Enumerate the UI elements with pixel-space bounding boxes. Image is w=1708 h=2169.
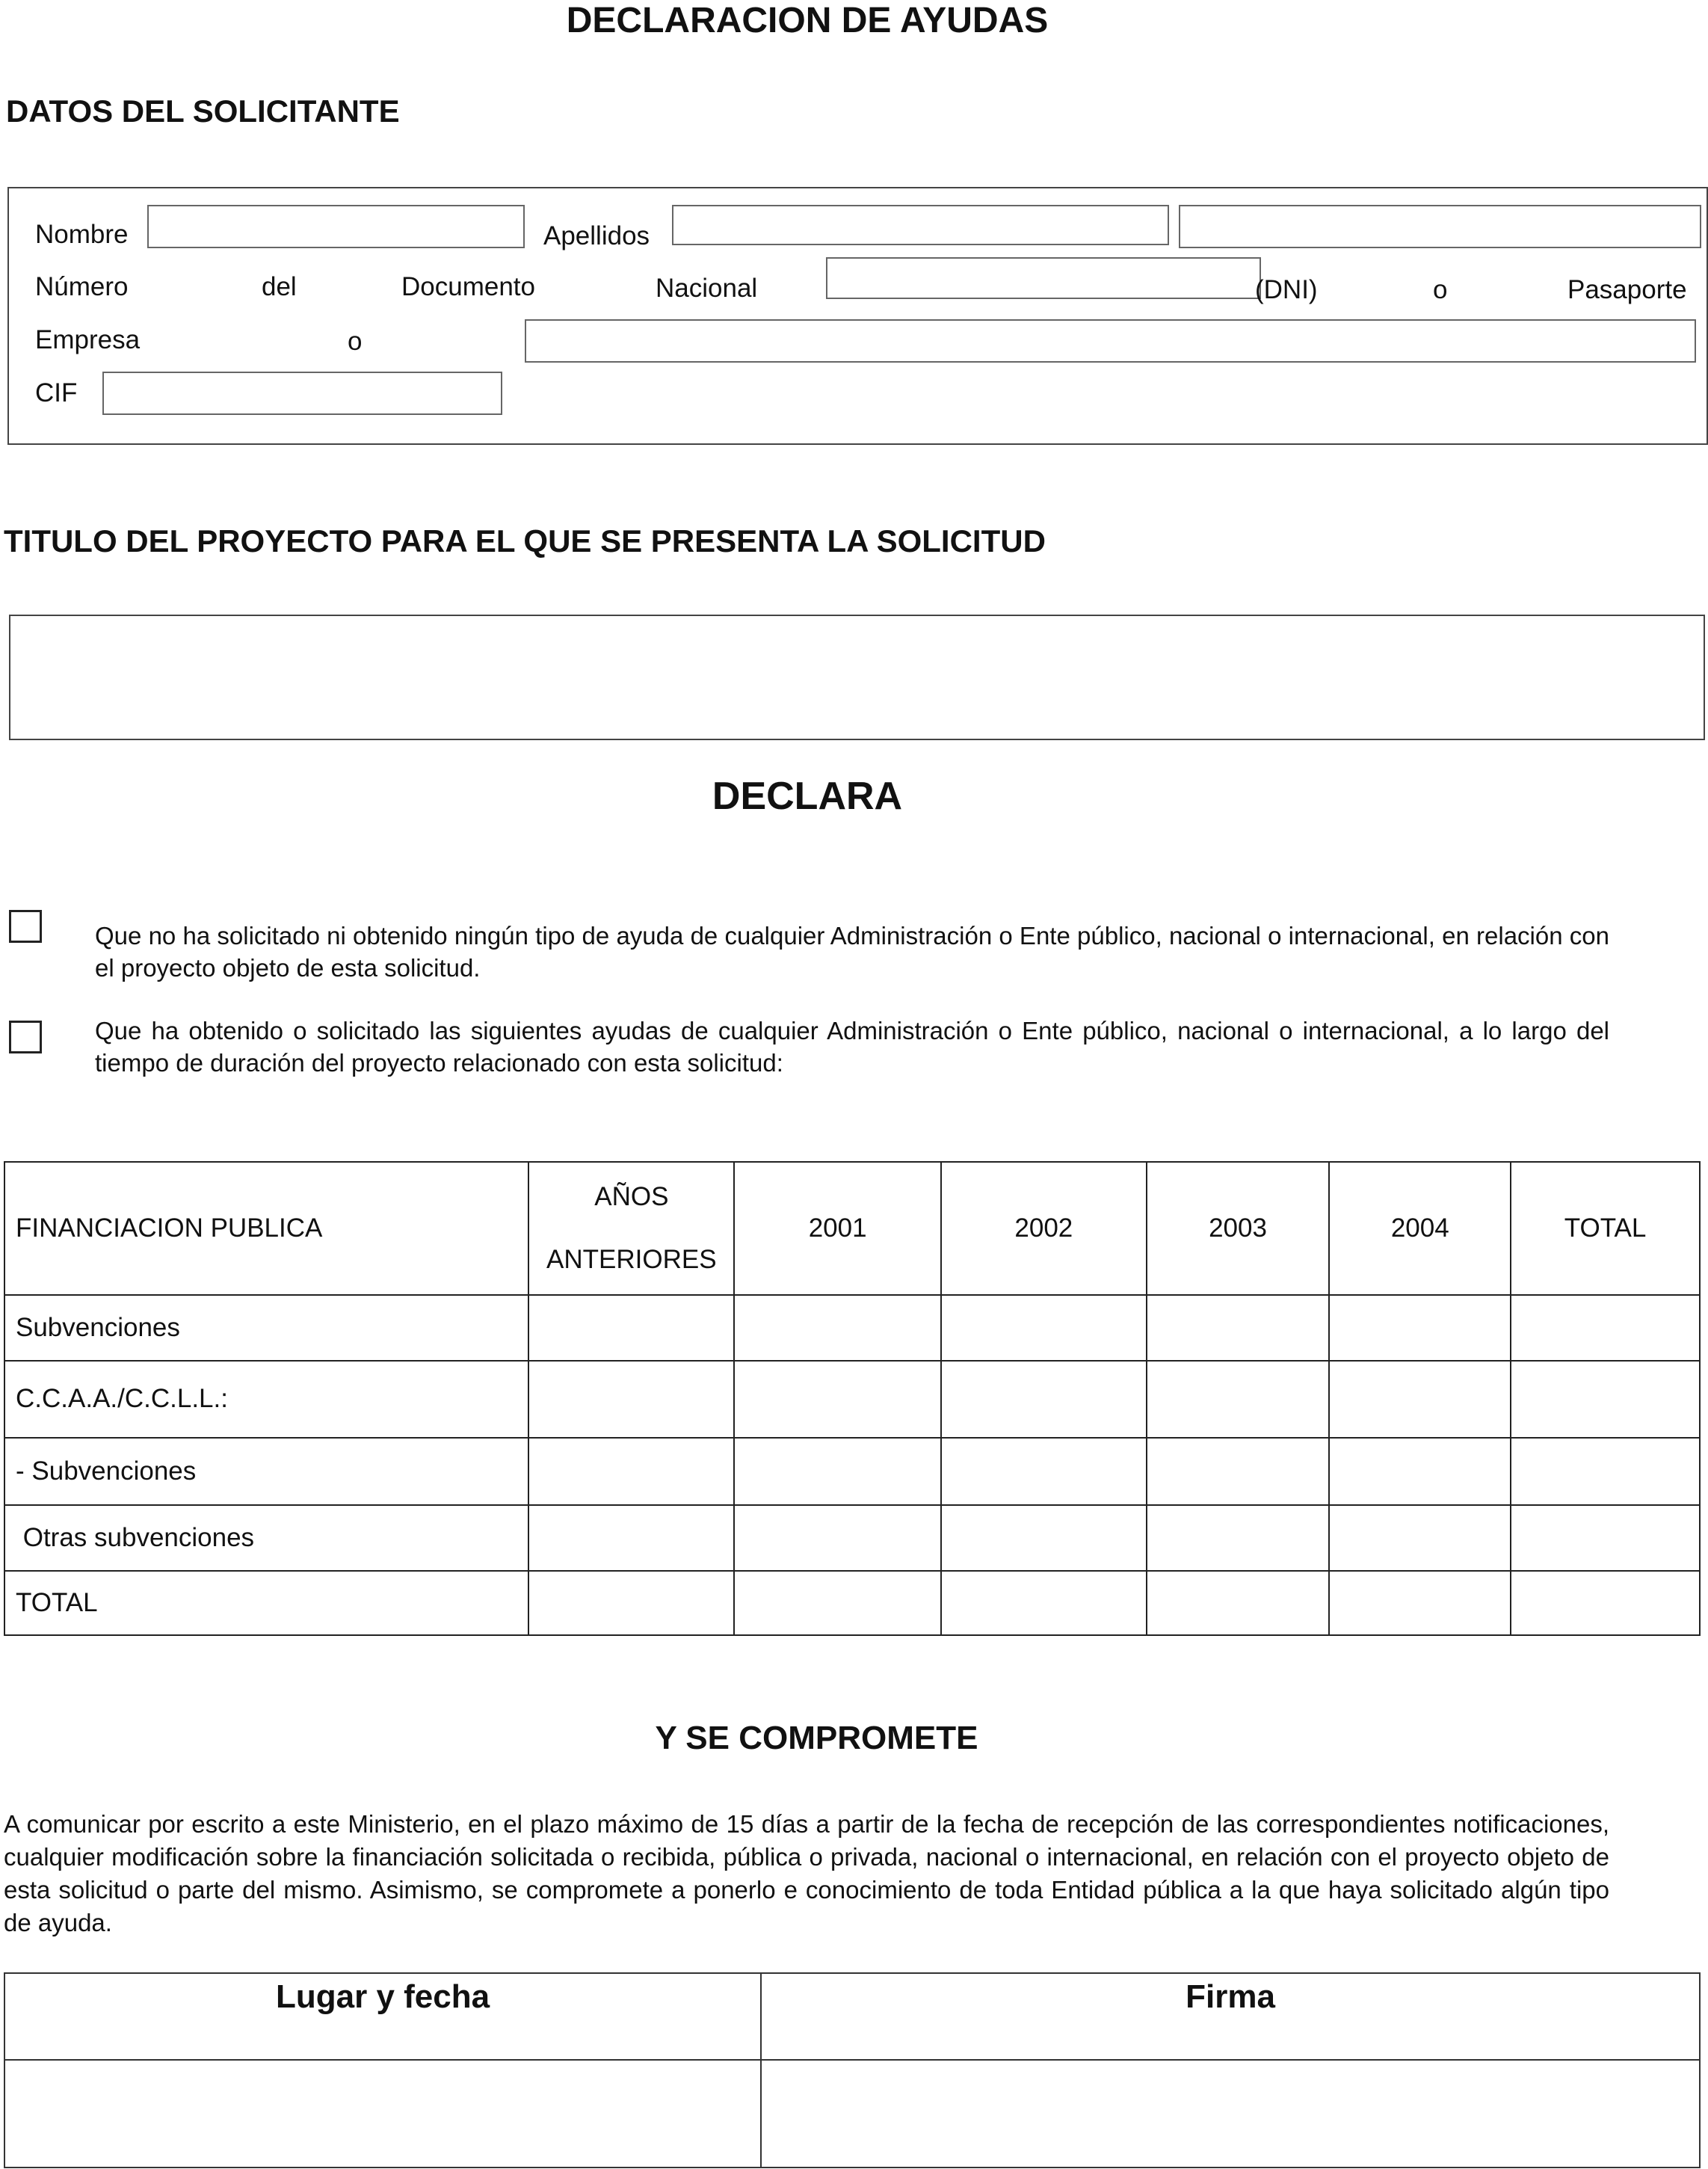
documento-label: Documento (401, 272, 535, 301)
cell-input[interactable] (1511, 1571, 1700, 1635)
o-label-2: o (348, 327, 363, 356)
cell-input[interactable] (941, 1505, 1147, 1571)
cell-input[interactable] (1147, 1295, 1330, 1361)
cell-input[interactable] (1147, 1438, 1330, 1505)
declara-heading: DECLARA (712, 775, 903, 818)
row-label: Otras subvenciones (4, 1505, 528, 1571)
apellido1-input[interactable] (672, 205, 1169, 245)
header-anos-anteriores (528, 1162, 734, 1295)
cell-input[interactable] (941, 1295, 1147, 1361)
applicant-box (7, 187, 1708, 445)
cell-input[interactable] (1511, 1505, 1700, 1571)
table-row (4, 1361, 1700, 1437)
cell-input[interactable] (734, 1571, 941, 1635)
cell-input[interactable] (528, 1295, 734, 1361)
row-label: Subvenciones (4, 1295, 528, 1361)
cell-input[interactable] (528, 1505, 734, 1571)
header-anos-line2: ANTERIORES (546, 1245, 717, 1275)
project-heading: TITULO DEL PROYECTO PARA EL QUE SE PRESENTA LA SOLICITUD (4, 523, 1046, 559)
applicant-heading: DATOS DEL SOLICITANTE (6, 93, 400, 129)
header-anos-line1: AÑOS (594, 1182, 669, 1212)
cell-input[interactable] (941, 1438, 1147, 1505)
cell-input[interactable] (1511, 1438, 1700, 1505)
cell-input[interactable] (1329, 1505, 1511, 1571)
table-row (4, 1438, 1700, 1505)
cell-input[interactable] (941, 1571, 1147, 1635)
cell-input[interactable] (734, 1295, 941, 1361)
row-label: - Subvenciones (4, 1438, 528, 1505)
signature-table (4, 1972, 1701, 2168)
del-label: del (262, 272, 297, 301)
firma-label: Firma (761, 1973, 1700, 2060)
header-year-2001: 2001 (734, 1162, 941, 1295)
project-title-input[interactable] (9, 615, 1705, 740)
header-year-2003: 2003 (1147, 1162, 1330, 1295)
nombre-label: Nombre (35, 220, 129, 249)
cif-input[interactable] (102, 372, 502, 415)
apellido2-input[interactable] (1179, 205, 1701, 248)
header-financiacion: FINANCIACION PUBLICA (4, 1162, 528, 1295)
commitment-heading: Y SE COMPROMETE (655, 1720, 978, 1756)
numero-label: Número (35, 272, 129, 301)
cell-input[interactable] (1511, 1295, 1700, 1361)
table-header-row (4, 1162, 1700, 1295)
cell-input[interactable] (734, 1505, 941, 1571)
o-label: o (1433, 275, 1448, 304)
cell-input[interactable] (734, 1361, 941, 1437)
header-year-2004: 2004 (1329, 1162, 1511, 1295)
declara-option2-checkbox[interactable] (9, 1021, 42, 1053)
declara-option2-text: Que ha obtenido o solicitado las siguientes ayudas de cualquier Administración o Ente público, nacional o internacional, a lo largo del tiempo de duración del proyecto relacionado con esta solicitud: (95, 1017, 1609, 1077)
cell-input[interactable] (734, 1438, 941, 1505)
commitment-text: A comunicar por escrito a este Ministerio, en el plazo máximo de 15 días a partir de la fecha de recepción de las correspondientes notificaciones, cualquier modificación sobre la financiación solicitada o recibida, pública o privada, nacional o internacional, en relación con el proyecto objeto de esta solicitud o parte del mismo. Asimismo, se compromete a ponerlo e conocimiento de toda Entidad pública a la que haya solicitado algún tipo de ayuda. (4, 1810, 1609, 1936)
header-year-2002: 2002 (941, 1162, 1147, 1295)
row-label: TOTAL (4, 1571, 528, 1635)
empresa-label: Empresa (35, 325, 141, 354)
nombre-input[interactable] (147, 205, 525, 248)
pasaporte-label: Pasaporte (1567, 275, 1687, 304)
financing-table (4, 1161, 1701, 1636)
cell-input[interactable] (528, 1361, 734, 1437)
cell-input[interactable] (1329, 1571, 1511, 1635)
firma-input[interactable] (761, 2060, 1700, 2168)
document-title: DECLARACION DE AYUDAS (566, 1, 1049, 40)
cell-input[interactable] (1511, 1361, 1700, 1437)
lugar-fecha-input[interactable] (4, 2060, 761, 2168)
cif-label: CIF (35, 378, 78, 407)
table-row (4, 1571, 1700, 1635)
nacional-label: Nacional (656, 274, 758, 303)
cell-input[interactable] (1147, 1505, 1330, 1571)
lugar-fecha-label: Lugar y fecha (4, 1973, 761, 2060)
declara-option1-checkbox[interactable] (9, 910, 42, 943)
row-label: C.C.A.A./C.C.L.L.: (4, 1361, 528, 1437)
empresa-input[interactable] (525, 319, 1696, 363)
cell-input[interactable] (1329, 1361, 1511, 1437)
cell-input[interactable] (1329, 1438, 1511, 1505)
header-total: TOTAL (1511, 1162, 1700, 1295)
cell-input[interactable] (1147, 1361, 1330, 1437)
cell-input[interactable] (1147, 1571, 1330, 1635)
cell-input[interactable] (1329, 1295, 1511, 1361)
table-row (4, 1505, 1700, 1571)
dni-label: (DNI) (1255, 275, 1318, 304)
declara-option1-text: Que no ha solicitado ni obtenido ningún tipo de ayuda de cualquier Administración o Ente público, nacional o internacional, en relación con el proyecto objeto de esta solicitud. (95, 922, 1609, 982)
table-row (4, 1295, 1700, 1361)
dni-input[interactable] (826, 257, 1261, 299)
cell-input[interactable] (528, 1571, 734, 1635)
apellidos-label: Apellidos (543, 221, 650, 250)
cell-input[interactable] (528, 1438, 734, 1505)
cell-input[interactable] (941, 1361, 1147, 1437)
